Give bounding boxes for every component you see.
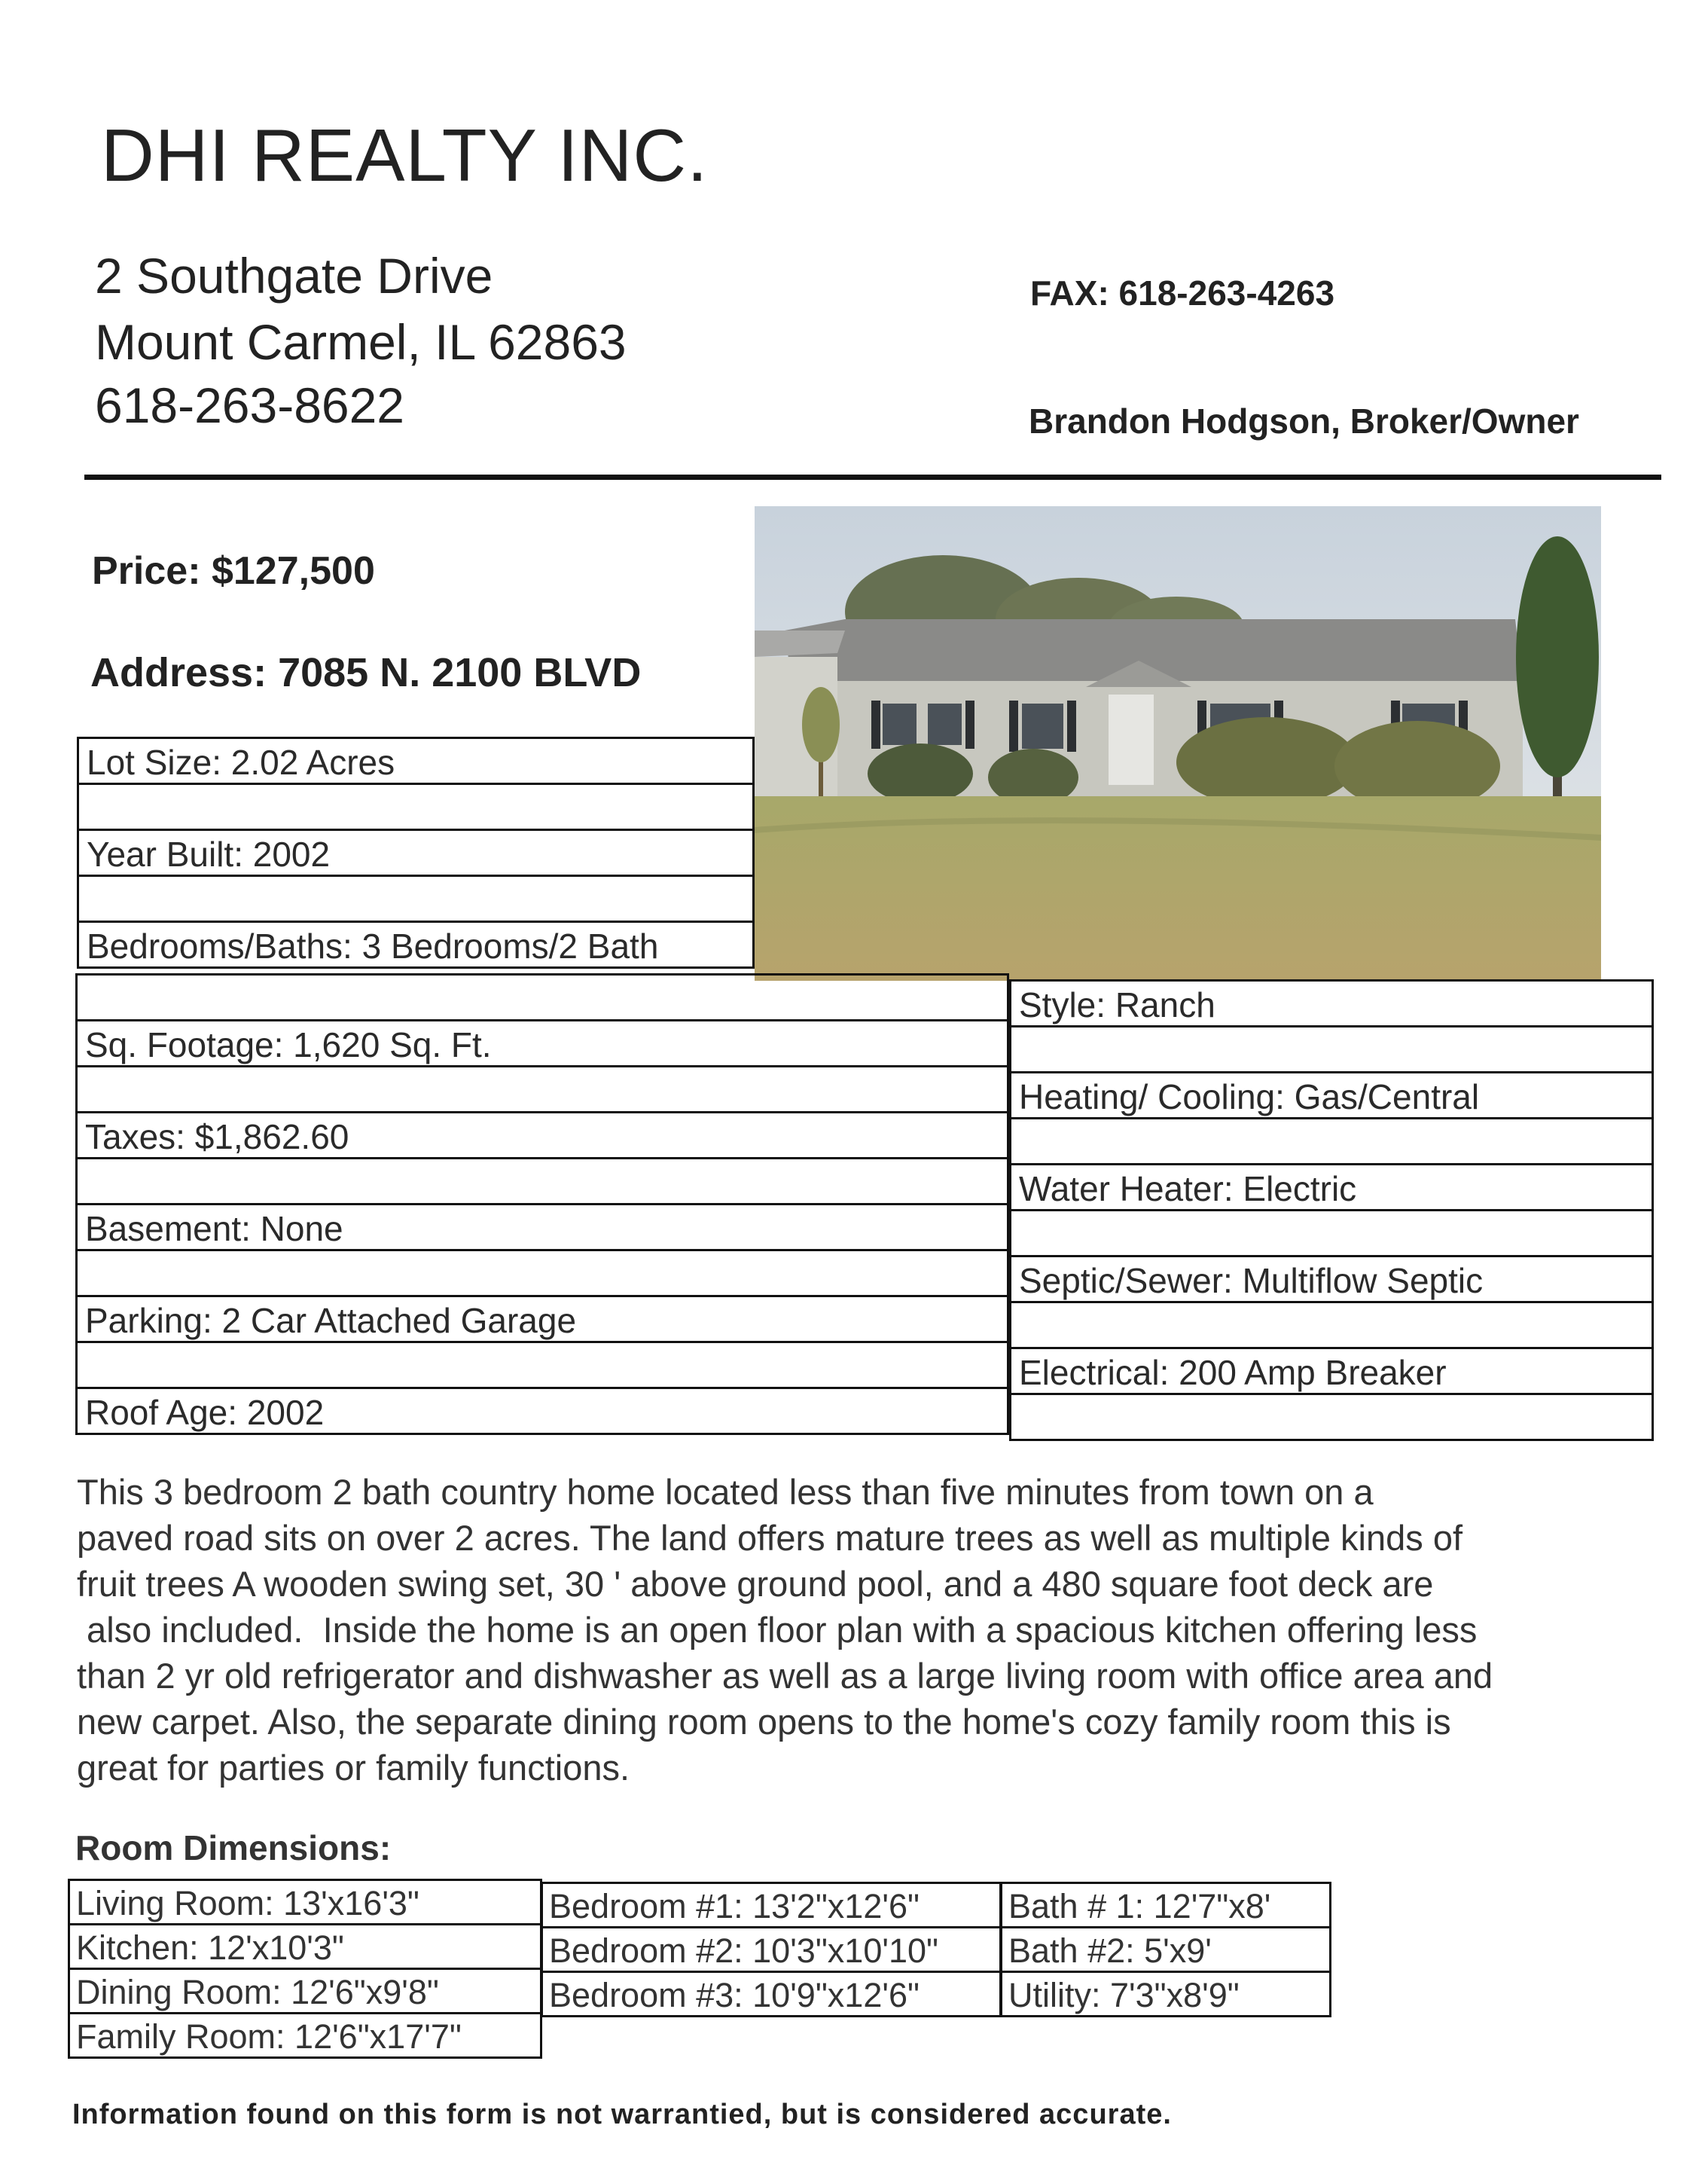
- electrical: Electrical: 200 Amp Breaker: [1011, 1348, 1653, 1394]
- bedrooms-baths: Bedrooms/Baths: 3 Bedrooms/2 Bath: [78, 922, 754, 968]
- blank-row: [78, 784, 754, 830]
- blank-row: [1011, 1211, 1653, 1256]
- blank-row: [77, 1342, 1008, 1388]
- room-dimensions-title: Room Dimensions:: [75, 1828, 392, 1867]
- lot-size: Lot Size: 2.02 Acres: [78, 738, 754, 784]
- details-table-upper: [77, 737, 755, 969]
- description-line: great for parties or family functions.: [77, 1748, 630, 1788]
- broker-name: Brandon Hodgson, Broker/Owner: [1029, 402, 1579, 441]
- description-line: also included. Inside the home is an open floor plan with a spacious kitchen offering less: [77, 1610, 1478, 1650]
- blank-row: [77, 1067, 1008, 1113]
- style: Style: Ranch: [1011, 981, 1653, 1027]
- family-room: Family Room: 12'6"x17'7": [69, 2014, 541, 2058]
- room-dimensions-col2: [541, 1882, 1002, 2017]
- disclaimer: Information found on this form is not warrantied, but is considered accurate.: [72, 2099, 1172, 2130]
- blank-row: [77, 1159, 1008, 1205]
- heating-cooling: Heating/ Cooling: Gas/Central: [1011, 1073, 1653, 1119]
- basement: Basement: None: [77, 1205, 1008, 1250]
- company-name: DHI REALTY INC.: [101, 114, 709, 197]
- kitchen: Kitchen: 12'x10'3": [69, 1925, 541, 1969]
- room-dimensions-col1: [68, 1879, 542, 2059]
- utility: Utility: 7'3"x8'9": [1002, 1972, 1331, 2017]
- office-city: Mount Carmel, IL 62863: [95, 314, 627, 370]
- roof-age: Roof Age: 2002: [77, 1388, 1008, 1434]
- parking: Parking: 2 Car Attached Garage: [77, 1296, 1008, 1342]
- description-line: paved road sits on over 2 acres. The land offers mature trees as well as multiple kinds of: [77, 1518, 1463, 1558]
- details-table-right: [1009, 979, 1654, 1441]
- septic-sewer: Septic/Sewer: Multiflow Septic: [1011, 1256, 1653, 1302]
- office-fax: FAX: 618-263-4263: [1030, 273, 1335, 313]
- bedroom-3: Bedroom #3: 10'9"x12'6": [542, 1972, 1001, 2017]
- room-dimensions-col3: [1000, 1882, 1331, 2017]
- blank-row: [1011, 1394, 1653, 1440]
- blank-row: [77, 1250, 1008, 1296]
- square-footage: Sq. Footage: 1,620 Sq. Ft.: [77, 1021, 1008, 1067]
- description-line: new carpet. Also, the separate dining room opens to the home's cozy family room this is: [77, 1702, 1451, 1742]
- blank-row: [78, 876, 754, 922]
- office-phone: 618-263-8622: [95, 377, 405, 433]
- property-description: [77, 1469, 1643, 1791]
- details-table-left: [75, 973, 1009, 1435]
- description-line: This 3 bedroom 2 bath country home located less than five minutes from town on a: [77, 1472, 1374, 1512]
- bath-1: Bath # 1: 12'7"x8': [1002, 1883, 1331, 1928]
- blank-row: [1011, 1119, 1653, 1165]
- blank-row: [1011, 1302, 1653, 1348]
- bedroom-2: Bedroom #2: 10'3"x10'10": [542, 1928, 1001, 1972]
- year-built: Year Built: 2002: [78, 830, 754, 876]
- bedroom-1: Bedroom #1: 13'2"x12'6": [542, 1883, 1001, 1928]
- taxes: Taxes: $1,862.60: [77, 1113, 1008, 1159]
- dining-room: Dining Room: 12'6"x9'8": [69, 1969, 541, 2014]
- description-line: fruit trees A wooden swing set, 30 ' above ground pool, and a 480 square foot deck are: [77, 1564, 1434, 1604]
- blank-row: [1011, 1027, 1653, 1073]
- water-heater: Water Heater: Electric: [1011, 1165, 1653, 1211]
- bath-2: Bath #2: 5'x9': [1002, 1928, 1331, 1972]
- description-line: than 2 yr old refrigerator and dishwasher as well as a large living room with office area and: [77, 1656, 1493, 1696]
- living-room: Living Room: 13'x16'3": [69, 1880, 541, 1925]
- blank-row: [77, 975, 1008, 1021]
- office-street: 2 Southgate Drive: [95, 248, 493, 304]
- listing-address: Address: 7085 N. 2100 BLVD: [90, 650, 642, 695]
- house-photo: [755, 506, 1601, 981]
- listing-price: Price: $127,500: [92, 549, 375, 593]
- header-divider: [84, 475, 1661, 480]
